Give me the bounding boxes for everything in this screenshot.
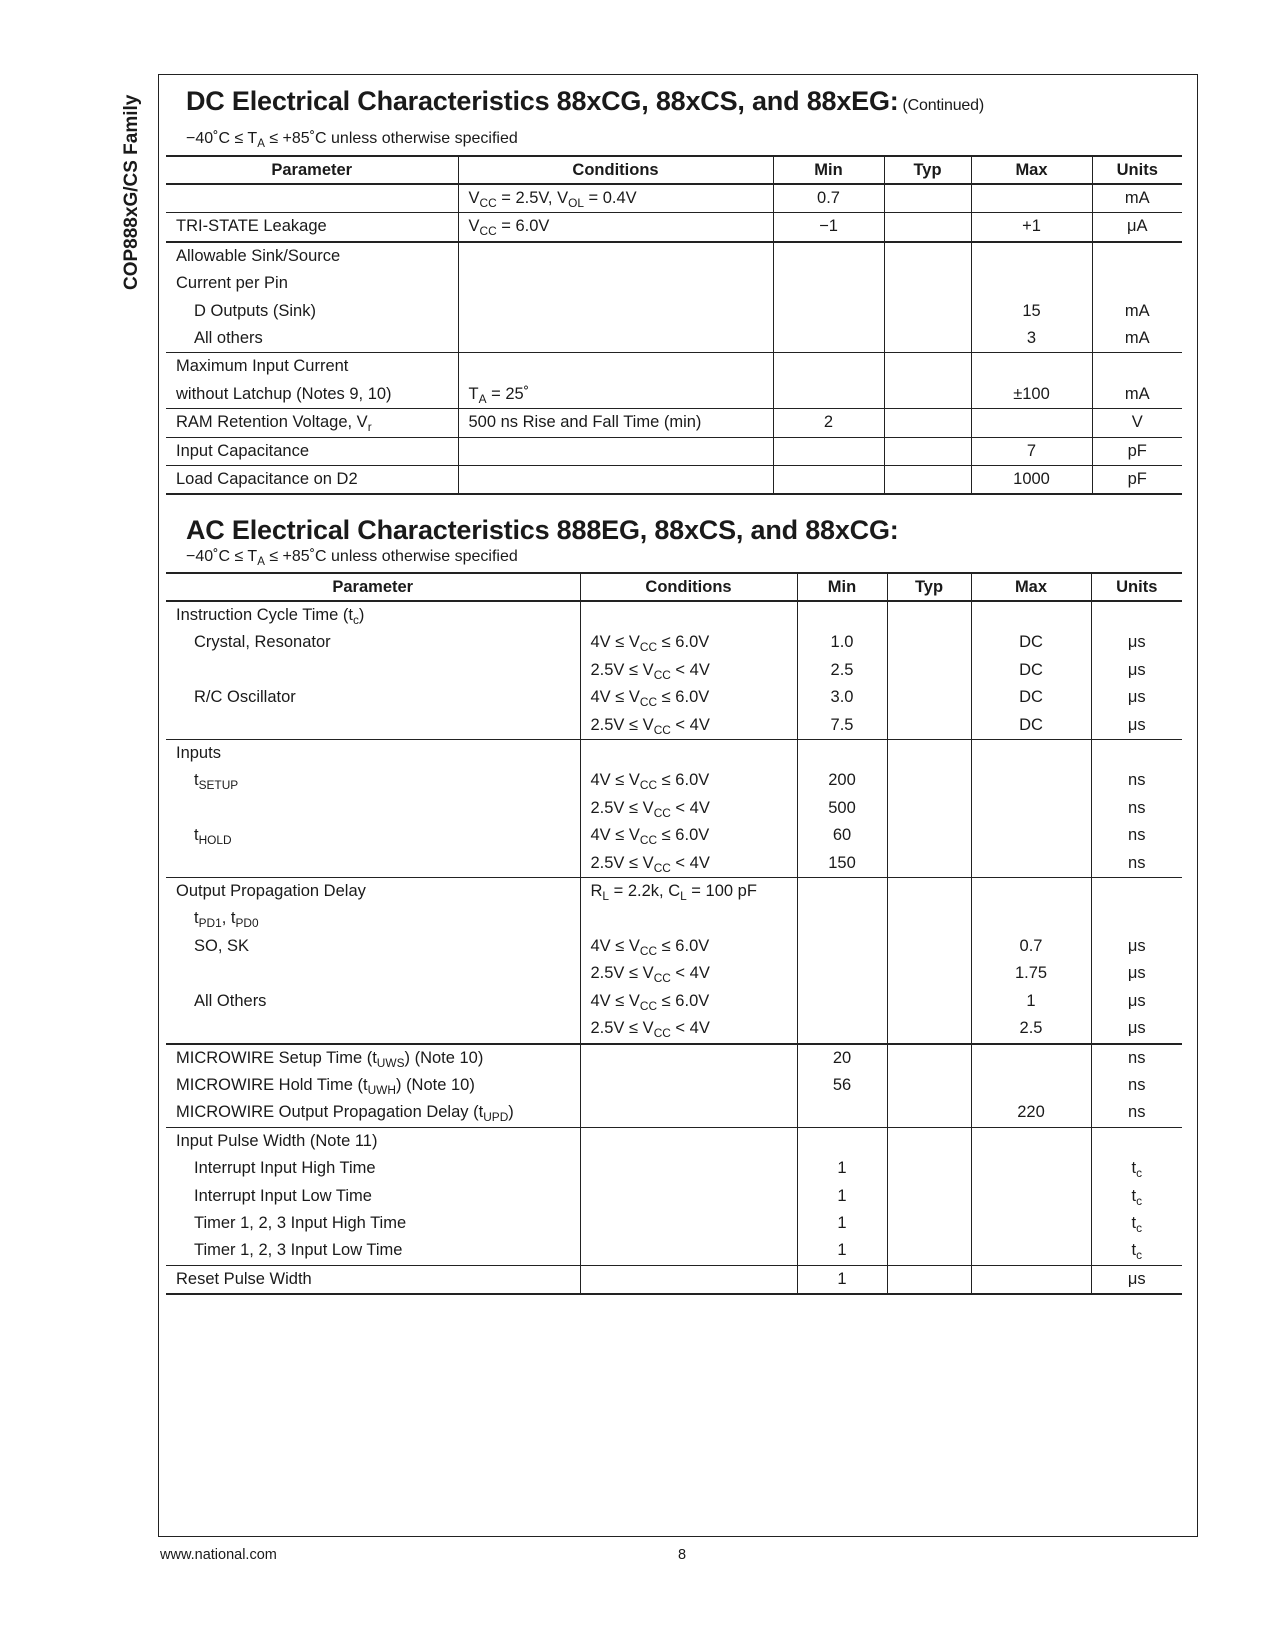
table-row (166, 988, 1182, 1015)
cell-min (797, 740, 887, 768)
cell-units: V (1092, 409, 1182, 437)
cell-units (1092, 270, 1182, 297)
cell-max: 2.5 (971, 1015, 1091, 1043)
cell-typ (887, 1127, 971, 1155)
cell-cond: $2.5V \le V_{CC} < 4V$ (580, 850, 797, 878)
cell-typ (887, 1044, 971, 1072)
table-row (166, 1237, 1182, 1265)
cell-typ (887, 988, 971, 1015)
cell-param: Interrupt Input High Time (194, 1159, 376, 1178)
cell-cond: $4V \le V_{CC} \le 6.0V$ (580, 767, 797, 794)
cell-cond: 500 ns Rise and Fall Time (min) (458, 409, 773, 437)
ac-header-units: Units (1091, 573, 1182, 601)
cell-units: μs (1091, 657, 1182, 684)
cell-min (773, 242, 884, 270)
table-row (166, 466, 1182, 495)
table-row (166, 409, 1182, 437)
cell-min (797, 601, 887, 629)
cell-min (797, 1099, 887, 1127)
cell-max (971, 1183, 1091, 1210)
cell-cond: $2.5V \le V_{CC} < 4V$ (580, 795, 797, 822)
ac-header-row (166, 573, 1182, 601)
cell-param (166, 712, 580, 740)
cell-cond (580, 1155, 797, 1182)
table-row (166, 353, 1182, 381)
cell-typ (887, 795, 971, 822)
cell-cond (580, 905, 797, 932)
dc-title-text: DC Electrical Characteristics 88xCG, 88xCS, and 88xEG: (186, 86, 899, 116)
cell-units: ns (1091, 795, 1182, 822)
cell-min: 2 (773, 409, 884, 437)
cell-min: 60 (797, 822, 887, 849)
ac-header-parameter: Parameter (166, 573, 580, 601)
cell-param: SO, SK (194, 936, 250, 955)
cell-min (773, 325, 884, 353)
dc-section-title (186, 86, 984, 117)
cell-param: Input Capacitance (166, 437, 458, 465)
cell-param: $t_{PD1}$, $t_{PD0}$ (194, 909, 259, 931)
cell-units (1091, 1127, 1182, 1155)
table-row (166, 1183, 1182, 1210)
dc-condition: −40˚C ≤ $T_A$ ≤ +85˚C unless otherwise specified (186, 130, 518, 151)
cell-min (773, 466, 884, 495)
cell-units (1092, 353, 1182, 381)
cell-max: DC (971, 712, 1091, 740)
dc-header-row (166, 156, 1182, 184)
cell-cond (458, 298, 773, 325)
side-running-title (117, 68, 157, 288)
cell-min (773, 381, 884, 409)
cell-param: $t_{HOLD}$ (194, 826, 232, 848)
cell-typ (884, 270, 971, 297)
cell-min (797, 905, 887, 932)
cell-max (971, 740, 1091, 768)
cell-param (166, 795, 580, 822)
cell-param: Maximum Input Current (166, 353, 458, 381)
cell-param (166, 850, 580, 878)
cell-max: DC (971, 657, 1091, 684)
cell-param (166, 184, 458, 213)
ac-header-typ: Typ (887, 573, 971, 601)
cell-cond (580, 1127, 797, 1155)
cell-cond (580, 1044, 797, 1072)
cell-units: mA (1092, 298, 1182, 325)
cell-max (971, 353, 1092, 381)
cell-max (971, 1237, 1091, 1265)
cell-param: MICROWIRE Setup Time $(t_{UWS})$ (Note 10) (166, 1044, 580, 1072)
dc-header-units: Units (1092, 156, 1182, 184)
cell-max: 0.7 (971, 933, 1091, 960)
cell-typ (887, 1099, 971, 1127)
cell-max (971, 1044, 1091, 1072)
cell-param: Reset Pulse Width (166, 1265, 580, 1294)
dc-characteristics-table (166, 155, 1182, 495)
cell-cond: $2.5V \le V_{CC} < 4V$ (580, 712, 797, 740)
cell-max (971, 795, 1091, 822)
table-row (166, 905, 1182, 932)
table-row (166, 767, 1182, 794)
cell-units: $t_c$ (1091, 1155, 1182, 1182)
cell-min: 1 (797, 1237, 887, 1265)
table-row (166, 213, 1182, 242)
cell-units: μs (1091, 960, 1182, 987)
cell-param: without Latchup (Notes 9, 10) (176, 384, 392, 403)
cell-min (773, 437, 884, 465)
cell-max (971, 905, 1091, 932)
cell-cond (580, 601, 797, 629)
cell-param: Crystal, Resonator (194, 633, 331, 652)
cell-typ (884, 325, 971, 353)
cell-param: MICROWIRE Hold Time $(t_{UWH})$ (Note 10) (176, 1075, 475, 1098)
ac-characteristics-table (166, 572, 1182, 1295)
cell-cond (458, 466, 773, 495)
ac-header-min: Min (797, 573, 887, 601)
cell-max: 3 (971, 325, 1092, 353)
cell-cond: $2.5V \le V_{CC} < 4V$ (580, 657, 797, 684)
cell-typ (884, 437, 971, 465)
cell-max (971, 1265, 1091, 1294)
cell-units (1091, 740, 1182, 768)
cell-cond: $2.5V \le V_{CC} < 4V$ (580, 960, 797, 987)
cell-units: mA (1092, 325, 1182, 353)
cell-min: 1 (797, 1265, 887, 1294)
cell-min: 56 (797, 1072, 887, 1099)
cell-typ (887, 740, 971, 768)
cell-max (971, 878, 1091, 906)
cell-max: 1000 (971, 466, 1092, 495)
table-row (166, 1210, 1182, 1237)
table-row (166, 381, 1182, 409)
cell-cond: $T_A$ = 25˚ (458, 381, 773, 409)
cell-min (773, 270, 884, 297)
cell-param: Allowable Sink/Source (166, 242, 458, 270)
table-row (166, 629, 1182, 656)
cell-max (971, 270, 1092, 297)
cell-typ (887, 1265, 971, 1294)
cell-units: pF (1092, 466, 1182, 495)
cell-max: +1 (971, 213, 1092, 242)
cell-cond (580, 1237, 797, 1265)
cell-param: R/C Oscillator (194, 688, 296, 707)
dc-header-max: Max (971, 156, 1092, 184)
cell-max: DC (971, 684, 1091, 711)
ac-header-max: Max (971, 573, 1091, 601)
table-row (166, 1099, 1182, 1127)
cell-typ (887, 1015, 971, 1043)
cell-min (773, 298, 884, 325)
cell-param: RAM Retention Voltage, $V_r$ (166, 409, 458, 437)
cell-max (971, 1127, 1091, 1155)
table-row (166, 822, 1182, 849)
cell-min: 150 (797, 850, 887, 878)
cell-min: 1.0 (797, 629, 887, 656)
cell-max: 220 (971, 1099, 1091, 1127)
table-row (166, 878, 1182, 906)
dc-header-min: Min (773, 156, 884, 184)
cell-typ (887, 1210, 971, 1237)
cell-typ (884, 381, 971, 409)
ac-header-conditions: Conditions (580, 573, 797, 601)
cell-units (1091, 601, 1182, 629)
cell-max (971, 409, 1092, 437)
cell-max (971, 767, 1091, 794)
ac-title-text: AC Electrical Characteristics 888EG, 88xCS, and 88xCG: (186, 515, 899, 545)
cell-cond (458, 325, 773, 353)
cell-units: ns (1091, 1044, 1182, 1072)
table-row (166, 960, 1182, 987)
cell-max (971, 601, 1091, 629)
cell-cond (458, 242, 773, 270)
cell-min (797, 1015, 887, 1043)
cell-units: mA (1092, 381, 1182, 409)
cell-param: $t_{SETUP}$ (194, 771, 239, 793)
cell-max (971, 822, 1091, 849)
table-row (166, 684, 1182, 711)
dc-header-typ: Typ (884, 156, 971, 184)
cell-min: 1 (797, 1210, 887, 1237)
cell-typ (887, 1237, 971, 1265)
cell-cond: $R_L = 2.2k$, $C_L = 100$ pF (580, 878, 797, 906)
table-row (166, 298, 1182, 325)
cell-units: μs (1091, 988, 1182, 1015)
cell-cond: $4V \le V_{CC} \le 6.0V$ (580, 988, 797, 1015)
cell-typ (884, 213, 971, 242)
cell-min: 20 (797, 1044, 887, 1072)
cell-min (797, 878, 887, 906)
cell-typ (884, 298, 971, 325)
cell-typ (887, 767, 971, 794)
cell-max (971, 850, 1091, 878)
cell-cond: $2.5V \le V_{CC} < 4V$ (580, 1015, 797, 1043)
cell-param: D Outputs (Sink) (194, 301, 316, 320)
cell-units: μs (1091, 684, 1182, 711)
cell-param (166, 657, 580, 684)
cell-units: pF (1092, 437, 1182, 465)
cell-param (166, 1015, 580, 1043)
cell-units: μs (1091, 933, 1182, 960)
cell-cond (458, 270, 773, 297)
table-row (166, 437, 1182, 465)
cell-typ (887, 822, 971, 849)
table-row (166, 740, 1182, 768)
cell-units: $t_c$ (1091, 1183, 1182, 1210)
cell-cond (580, 1210, 797, 1237)
cell-units (1091, 878, 1182, 906)
cell-min (797, 988, 887, 1015)
table-row (166, 795, 1182, 822)
cell-max: 15 (971, 298, 1092, 325)
table-row (166, 933, 1182, 960)
table-row (166, 1155, 1182, 1182)
cell-units: μs (1091, 712, 1182, 740)
cell-min: 3.0 (797, 684, 887, 711)
cell-typ (887, 933, 971, 960)
cell-typ (887, 878, 971, 906)
table-row (166, 712, 1182, 740)
cell-units: μA (1092, 213, 1182, 242)
cell-units: μs (1091, 1265, 1182, 1294)
cell-typ (887, 712, 971, 740)
table-row (166, 1015, 1182, 1043)
table-row (166, 1265, 1182, 1294)
cell-typ (887, 850, 971, 878)
page-number: 8 (678, 1547, 687, 1563)
cell-typ (887, 960, 971, 987)
cell-units: ns (1091, 1072, 1182, 1099)
cell-cond (580, 1099, 797, 1127)
dc-continued: (Continued) (902, 97, 984, 114)
cell-min: 2.5 (797, 657, 887, 684)
cell-min (797, 960, 887, 987)
cell-cond: $4V \le V_{CC} \le 6.0V$ (580, 629, 797, 656)
cell-param: Output Propagation Delay (166, 878, 580, 906)
cell-units: $t_c$ (1091, 1237, 1182, 1265)
side-title-text: COP888xG/CS Family (121, 94, 142, 290)
cell-typ (884, 242, 971, 270)
cell-max: 1.75 (971, 960, 1091, 987)
footer-url: www.national.com (160, 1547, 277, 1563)
cell-param: Inputs (166, 740, 580, 768)
cell-min: 200 (797, 767, 887, 794)
table-row (166, 1044, 1182, 1072)
cell-cond: $4V \le V_{CC} \le 6.0V$ (580, 684, 797, 711)
ac-section-title (186, 515, 899, 546)
cell-units: ns (1091, 850, 1182, 878)
cell-typ (887, 1072, 971, 1099)
cell-max (971, 1210, 1091, 1237)
cell-cond (458, 353, 773, 381)
cell-units: μs (1091, 629, 1182, 656)
cell-cond: $V_{CC} = 6.0V$ (458, 213, 773, 242)
cell-typ (887, 684, 971, 711)
table-row (166, 325, 1182, 353)
cell-param: Input Pulse Width (Note 11) (166, 1127, 580, 1155)
table-row (166, 657, 1182, 684)
table-row (166, 601, 1182, 629)
cell-param: Timer 1, 2, 3 Input High Time (194, 1213, 407, 1232)
cell-cond: $4V \le V_{CC} \le 6.0V$ (580, 822, 797, 849)
cell-param: Timer 1, 2, 3 Input Low Time (194, 1241, 403, 1260)
table-row (166, 1127, 1182, 1155)
cell-min (797, 933, 887, 960)
cell-units (1091, 905, 1182, 932)
ac-condition: −40˚C ≤ $T_A$ ≤ +85˚C unless otherwise specified (186, 548, 518, 569)
table-row (166, 850, 1182, 878)
cell-typ (887, 1155, 971, 1182)
cell-units (1092, 242, 1182, 270)
cell-max: ±100 (971, 381, 1092, 409)
cell-min: 1 (797, 1183, 887, 1210)
cell-param: Load Capacitance on D2 (166, 466, 458, 495)
cell-min: 0.7 (773, 184, 884, 213)
cell-min: 1 (797, 1155, 887, 1182)
cell-max: 1 (971, 988, 1091, 1015)
cell-units: mA (1092, 184, 1182, 213)
cell-typ (887, 629, 971, 656)
dc-header-conditions: Conditions (458, 156, 773, 184)
table-row (166, 1072, 1182, 1099)
cell-max: DC (971, 629, 1091, 656)
cell-units: ns (1091, 1099, 1182, 1127)
cell-typ (887, 657, 971, 684)
cell-max (971, 1155, 1091, 1182)
cell-param: Interrupt Input Low Time (194, 1186, 372, 1205)
cell-max (971, 184, 1092, 213)
cell-typ (887, 905, 971, 932)
cell-cond (580, 1072, 797, 1099)
cell-max: 7 (971, 437, 1092, 465)
cell-units: ns (1091, 767, 1182, 794)
cell-min: 7.5 (797, 712, 887, 740)
table-row (166, 270, 1182, 297)
cell-param (166, 960, 580, 987)
table-row (166, 184, 1182, 213)
cell-cond (580, 1265, 797, 1294)
cell-typ (887, 1183, 971, 1210)
cell-units: ns (1091, 822, 1182, 849)
cell-param: All others (194, 329, 263, 348)
cell-units: $t_c$ (1091, 1210, 1182, 1237)
cell-cond: $V_{CC} = 2.5V$, $V_{OL} = 0.4V$ (458, 184, 773, 213)
cell-min (797, 1127, 887, 1155)
cell-typ (884, 409, 971, 437)
cell-param: Current per Pin (176, 274, 288, 293)
table-row (166, 242, 1182, 270)
cell-min: 500 (797, 795, 887, 822)
cell-param: MICROWIRE Output Propagation Delay $(t_{UPD})$ (176, 1103, 514, 1125)
cell-param: All Others (194, 991, 267, 1010)
cell-typ (884, 466, 971, 495)
cell-param: Instruction Cycle Time $(t_c)$ (176, 606, 365, 628)
cell-typ (887, 601, 971, 629)
cell-max (971, 1072, 1091, 1099)
cell-cond (580, 1183, 797, 1210)
cell-cond (458, 437, 773, 465)
cell-param: TRI-STATE Leakage (166, 213, 458, 242)
cell-typ (884, 353, 971, 381)
cell-typ (884, 184, 971, 213)
cell-cond: $4V \le V_{CC} \le 6.0V$ (580, 933, 797, 960)
cell-min: −1 (773, 213, 884, 242)
cell-cond (580, 740, 797, 768)
cell-units: μs (1091, 1015, 1182, 1043)
dc-header-parameter: Parameter (166, 156, 458, 184)
cell-min (773, 353, 884, 381)
cell-max (971, 242, 1092, 270)
